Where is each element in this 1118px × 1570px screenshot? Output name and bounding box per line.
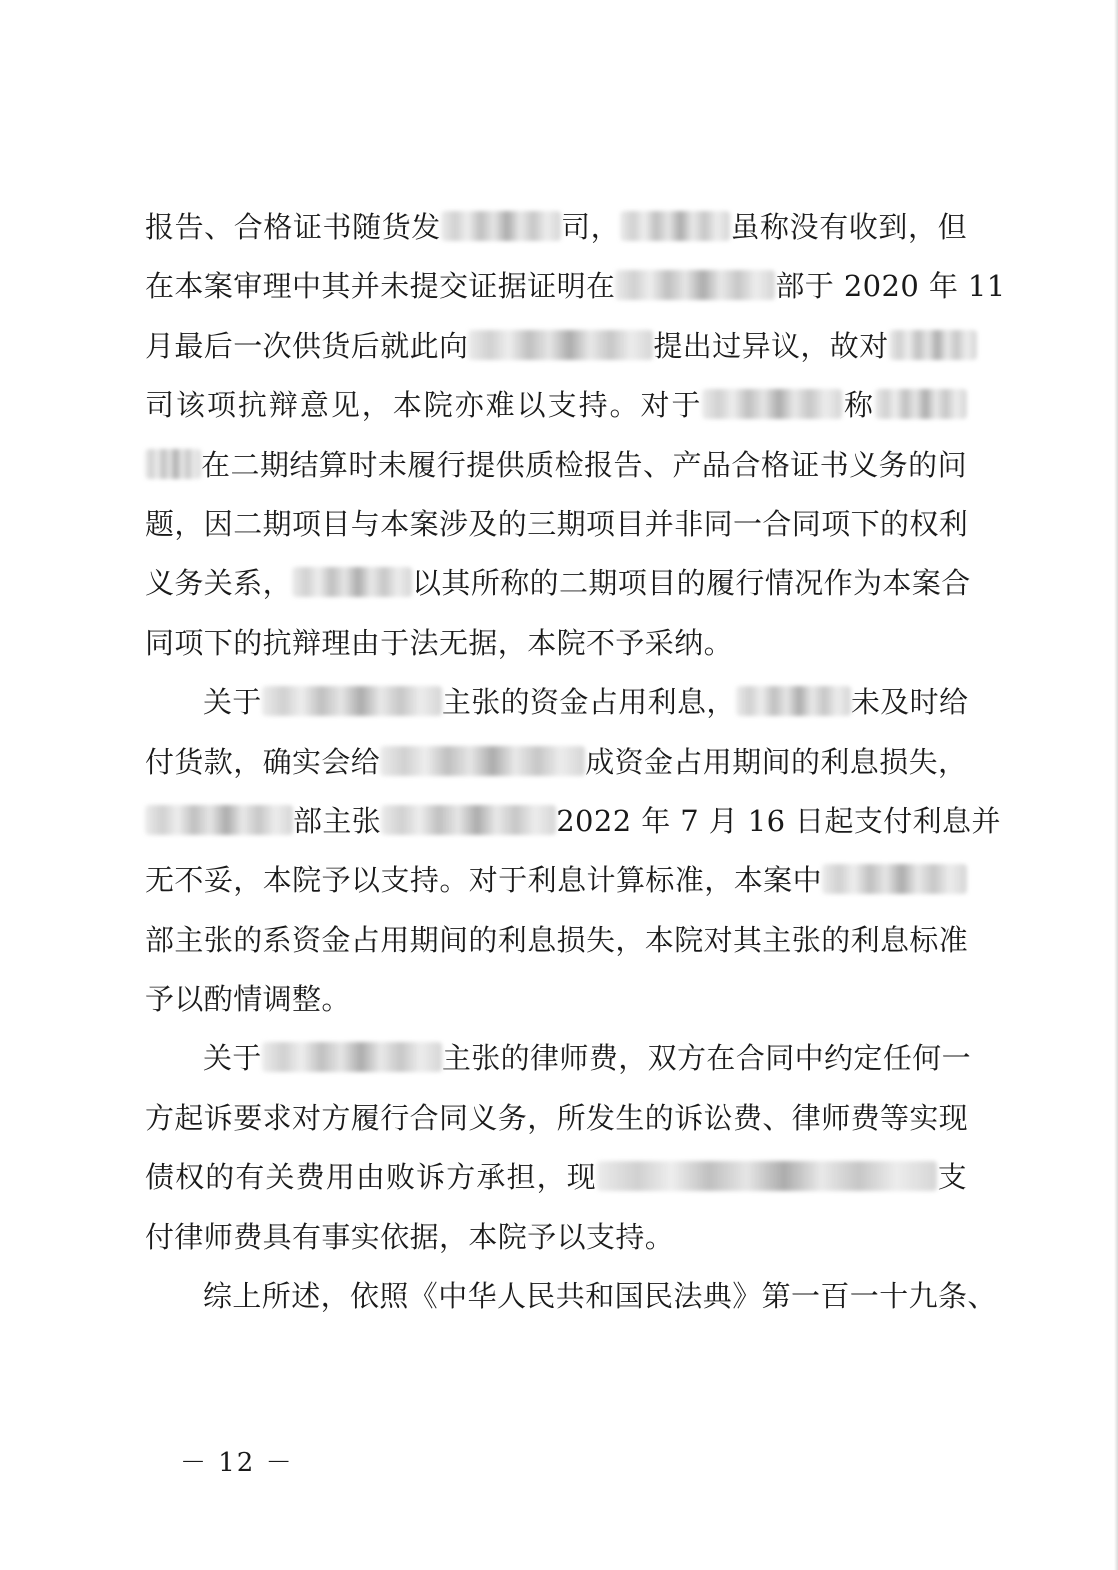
redaction-block — [381, 805, 556, 835]
text-line — [145, 792, 1001, 851]
text-line — [145, 851, 967, 910]
text-segment: 题，因二期项目与本案涉及的三期项目并非同一合同项下的权利 — [145, 506, 969, 541]
text-line — [145, 317, 967, 376]
text-segment: 予以酌情调整。 — [145, 982, 351, 1017]
text-line — [145, 733, 967, 792]
text-segment: 司， — [560, 210, 621, 244]
redaction-block — [615, 270, 775, 300]
text-line — [145, 198, 967, 257]
text-segment: 成资金占用期间的利息损失， — [585, 744, 968, 779]
text-segment: 以其所称的二期项目的履行情况作为本案合 — [412, 566, 971, 601]
text-segment: 付货款，确实会给 — [145, 744, 381, 779]
redaction-block — [145, 449, 201, 479]
page-number: － 12 － — [180, 1448, 294, 1478]
text-segment: 债权的有关费用由败诉方承担，现 — [145, 1160, 597, 1195]
text-segment: 报告、合格证书随货发 — [145, 210, 441, 244]
text-line — [145, 1029, 972, 1088]
redaction-block — [380, 746, 585, 776]
text-segment: 司该项抗辩意见，本院亦难以支持。对于 — [145, 388, 703, 423]
redaction-block — [822, 864, 967, 894]
text-line — [145, 1208, 967, 1267]
redaction-block — [468, 330, 653, 360]
redaction-block — [262, 686, 442, 716]
text-segment: 关于 — [203, 685, 262, 720]
text-segment: 称 — [842, 388, 875, 423]
text-segment: 方起诉要求对方履行合同义务，所发生的诉讼费、律师费等实现 — [145, 1100, 969, 1135]
text-segment: 未及时给 — [850, 685, 969, 720]
text-segment: 主张的资金占用利息， — [441, 685, 736, 720]
text-segment: 部主张的系资金占用期间的利息损失，本院对其主张的利息标准 — [145, 922, 969, 957]
text-segment: 月最后一次供货后就此向 — [145, 328, 469, 363]
text-line — [145, 1148, 967, 1207]
text-segment: 无不妥，本院予以支持。对于利息计算标准，本案中 — [145, 863, 822, 898]
text-segment: 综上所述，依照《中华人民共和国民法典》第一百一十九条、 — [203, 1279, 997, 1314]
text-segment: 义务关系， — [145, 566, 293, 601]
text-line — [145, 436, 967, 495]
text-line — [145, 970, 967, 1029]
text-line — [145, 257, 1006, 316]
text-line — [145, 1267, 997, 1326]
text-segment: 2022 年 7 月 16 日起支付利息并 — [556, 803, 1001, 838]
text-segment: 部主张 — [293, 803, 382, 838]
text-line — [145, 1089, 967, 1148]
text-line — [145, 376, 967, 435]
redaction-block — [702, 389, 842, 419]
text-segment: 同项下的抗辩理由于法无据，本院不予采纳。 — [145, 625, 734, 660]
redaction-block — [736, 686, 851, 716]
text-segment: 在二期结算时未履行提供质检报告、产品合格证书义务的问 — [201, 447, 967, 482]
redaction-block — [441, 211, 561, 241]
redaction-block — [597, 1161, 937, 1191]
redaction-block — [620, 211, 730, 241]
text-segment: 付律师费具有事实依据，本院予以支持。 — [145, 1219, 675, 1254]
redaction-block — [145, 805, 293, 835]
document-body — [145, 198, 1006, 1326]
text-line — [145, 554, 971, 613]
text-line — [145, 911, 967, 970]
text-segment: 部于 2020 年 11 — [775, 269, 1006, 304]
redaction-block — [292, 567, 412, 597]
text-line — [145, 673, 967, 732]
text-segment: 在本案审理中其并未提交证据证明在 — [145, 269, 616, 304]
text-segment: 关于 — [203, 1041, 262, 1076]
text-segment: 提出过异议，故对 — [653, 328, 889, 363]
text-line — [145, 495, 967, 554]
text-line — [145, 614, 967, 673]
text-segment: 主张的律师费，双方在合同中约定任何一 — [441, 1041, 972, 1076]
redaction-block — [889, 330, 977, 360]
redaction-block — [875, 389, 967, 419]
text-segment: 虽称没有收到，但 — [730, 210, 967, 244]
page-edge — [1114, 0, 1118, 1570]
redaction-block — [262, 1042, 442, 1072]
text-segment: 支 — [936, 1160, 967, 1195]
